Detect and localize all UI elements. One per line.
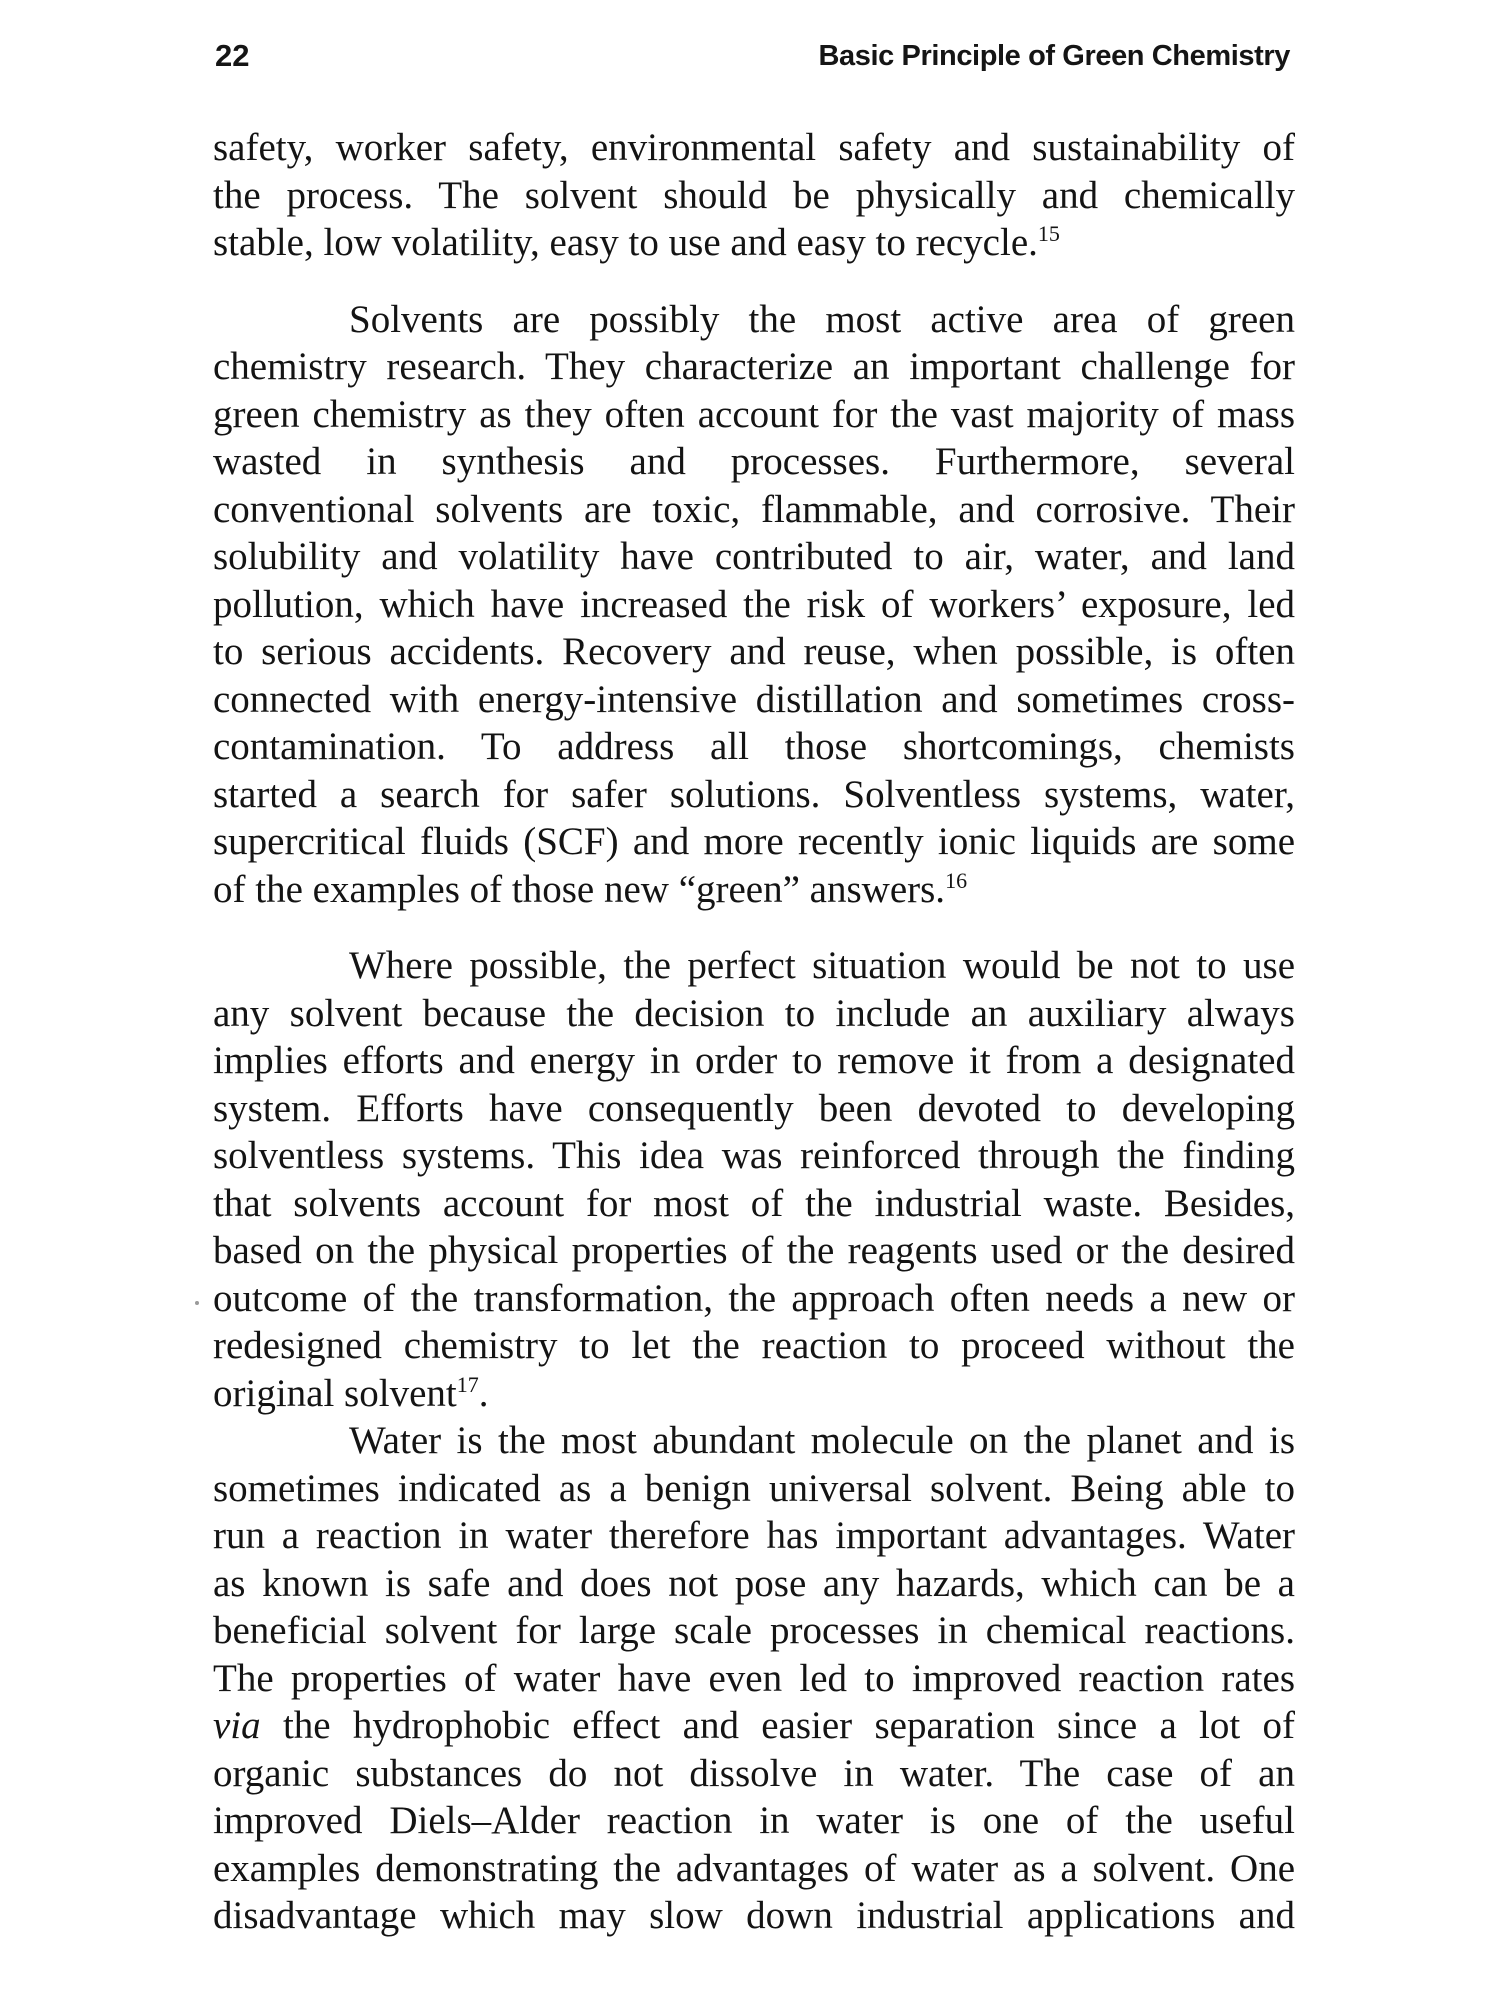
text-line: wasted in synthesis and processes. Furthermore, several xyxy=(213,440,1295,483)
text-line: pollution, which have increased the risk of workers’ exposure, led xyxy=(213,582,1295,626)
text-line: original solvent$^{17}$. xyxy=(213,1371,489,1415)
text-line: connected with energy-intensive distillation and sometimes cross- xyxy=(213,677,1295,721)
page-header xyxy=(213,36,1290,76)
text-line: safety, worker safety, environmental safety and sustainability of xyxy=(213,126,1295,169)
text-line: green chemistry as they often account for the vast majority of mass xyxy=(213,392,1295,436)
paragraph-3 xyxy=(213,942,1295,1417)
text-line: Where possible, the perfect situation would be not to use xyxy=(349,944,1295,987)
text-line: as known is safe and does not pose any hazards, which can be a xyxy=(213,1561,1295,1605)
text-line: started a search for safer solutions. Solventless systems, water, xyxy=(213,772,1295,816)
text-line: supercritical fluids (SCF) and more recently ionic liquids are some xyxy=(213,820,1295,863)
text-line: redesigned chemistry to let the reaction to proceed without the xyxy=(213,1324,1295,1367)
text-line: to serious accidents. Recovery and reuse, when possible, is often xyxy=(213,630,1295,673)
body-text xyxy=(213,124,1295,1940)
text-line: that solvents account for most of the industrial waste. Besides, xyxy=(213,1181,1295,1225)
text-line: disadvantage which may slow down industrial applications and xyxy=(213,1894,1295,1937)
page-number: 22 xyxy=(215,38,250,73)
footnote-ref: 15 xyxy=(1037,221,1060,246)
footnote-ref: 16 xyxy=(945,867,968,893)
text-line: Solvents are possibly the most active area of green xyxy=(349,297,1295,341)
text-line: solubility and volatility have contributed to air, water, and land xyxy=(213,535,1295,578)
text-line: of the examples of those new “green” answers.$^{16}$ xyxy=(213,867,968,911)
text-line: solventless systems. This idea was reinforced through the finding xyxy=(213,1134,1295,1177)
text-line: system. Efforts have consequently been devoted to developing xyxy=(213,1086,1295,1130)
text-line: improved Diels–Alder reaction in water is one of the useful xyxy=(213,1799,1295,1842)
text-line: run a reaction in water therefore has important advantages. Water xyxy=(213,1514,1295,1557)
paragraph-1 xyxy=(213,124,1295,267)
text-line: sometimes indicated as a benign universal solvent. Being able to xyxy=(213,1466,1295,1510)
text-line: stable, low volatility, easy to use and easy to recycle.$^{15}$ xyxy=(213,221,1060,264)
running-title: Basic Principle of Green Chemistry xyxy=(818,40,1290,72)
text-line: contamination. To address all those shortcomings, chemists xyxy=(213,725,1295,768)
text-line: outcome of the transformation, the approach often needs a new or xyxy=(213,1276,1295,1320)
italic-term: via xyxy=(213,1704,261,1747)
text-line: examples demonstrating the advantages of water as a solvent. One xyxy=(213,1846,1295,1890)
text-line: implies efforts and energy in order to remove it from a designated xyxy=(213,1039,1295,1082)
scan-speck xyxy=(195,1301,199,1305)
text-line: beneficial solvent for large scale processes in chemical reactions. xyxy=(213,1609,1295,1652)
text-line: The properties of water have even led to improved reaction rates xyxy=(213,1656,1295,1700)
text-line: conventional solvents are toxic, flammable, and corrosive. Their xyxy=(213,487,1295,531)
text-line: chemistry research. They characterize an important challenge for xyxy=(213,345,1295,388)
text-line: via the hydrophobic effect and easier separation since a lot of xyxy=(213,1704,1295,1747)
paragraph-2 xyxy=(213,296,1295,914)
text-line: the process. The solvent should be physically and chemically xyxy=(213,173,1295,217)
paragraph-4 xyxy=(213,1417,1295,1940)
text-line: organic substances do not dissolve in water. The case of an xyxy=(213,1751,1295,1795)
text-line: Water is the most abundant molecule on the planet and is xyxy=(349,1419,1295,1462)
footnote-ref: 17 xyxy=(456,1371,479,1397)
text-line: any solvent because the decision to include an auxiliary always xyxy=(213,991,1295,1035)
text-line: based on the physical properties of the reagents used or the desired xyxy=(213,1229,1295,1272)
